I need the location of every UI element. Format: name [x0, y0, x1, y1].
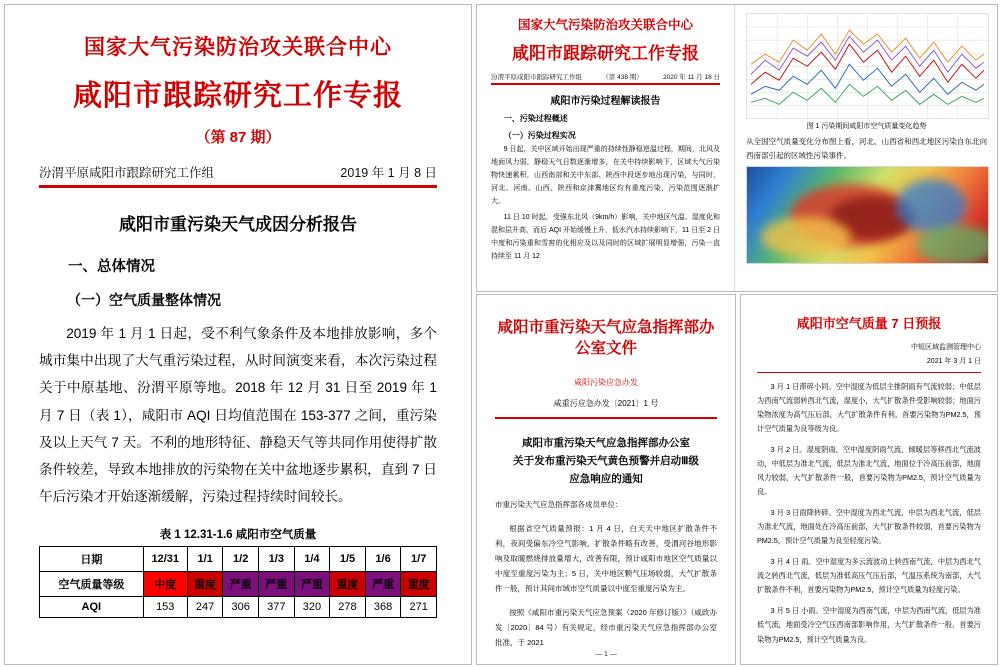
table-row-label: AQI [40, 597, 144, 618]
table-cell: 严重 [294, 572, 330, 597]
table-cell: 153 [143, 597, 187, 618]
forecast-day-4: 3 月 4 日 雨。空中湿度为多云流波动上转西南气流，中层为西北气流之转西北气流，低层为准低高压气压后部，气温压系统为南部，大气扩散条件不利，首要污染物为PM2.5，预计空气质量为轻度污染。 [757, 557, 981, 595]
table-cell: 重度 [330, 572, 366, 597]
spread-body-paragraph-1: 9 日起，关中区域开始出现严重的持续性静稳逆温过程，期间，北风及地面风力弱，静稳天气日数逐渐增多，在关中持续影响下，区域大气污染物快速累积，山西南部和关中东部、陕西中段逐步地出现污染，与同时，河北、河南、山西、陕西和京津冀地区均有重度污染，污染范围逐渐扩大。 [491, 146, 720, 205]
table-header-cell: 1/2 [223, 547, 259, 572]
table-cell: 278 [330, 597, 366, 618]
spread-org-title: 国家大气污染防治攻关联合中心 [517, 18, 693, 32]
table-header-cell: 1/1 [187, 547, 223, 572]
spread-divider-rule [491, 83, 720, 85]
spread-section-heading: 一、污染过程概述 [503, 114, 568, 123]
table-cell: 377 [259, 597, 295, 618]
air-quality-trend-chart [746, 13, 989, 119]
report-issue-number: （第 87 期） [195, 129, 281, 146]
table-row [40, 597, 437, 618]
table-cell: 271 [401, 597, 437, 618]
forecast-day-5: 3 月 5 日 小雨。空中湿度为西南气流，中层为西南气流，低层为准低气流，地面受冷空气压西南部影响作用，大气扩散条件一般，首要污染物为PM2.5，预计空气质量为良。 [757, 606, 981, 644]
table-header-cell: 1/5 [330, 547, 366, 572]
spread-date: 2020 年 11 月 18 日 [663, 74, 720, 81]
document-page-special-report [4, 4, 472, 665]
spread-issue-number: （第 438 期） [602, 74, 643, 81]
spread-subsection-heading: （一）污染过程实况 [503, 131, 576, 140]
forecast-day-3: 3 月 3 日雨降转碎。空中湿度为西北气流，中层为西北气流，低层为准北气流，地面处在冷高压前部，大气扩散条件较弱，首要污染物为PM2.5，预计空气质量为良至轻度污染。 [757, 508, 981, 546]
table-header-cell: 日期 [40, 547, 144, 572]
spread-main-title: 咸阳市跟踪研究工作专报 [512, 44, 699, 63]
report-workgroup: 汾渭平原咸阳市跟踪研究工作组 [39, 166, 215, 180]
table-cell: 重度 [401, 572, 437, 597]
table-header-cell: 1/3 [259, 547, 295, 572]
table-header-cell: 1/6 [365, 547, 401, 572]
forecast-divider-rule [757, 372, 981, 373]
chart-caption: 图 1 污染期间咸阳市空气质量变化趋势 [806, 123, 927, 130]
table-header-cell: 12/31 [143, 547, 187, 572]
air-quality-table [39, 546, 437, 618]
table-cell: 320 [294, 597, 330, 618]
chart-svg [747, 14, 988, 118]
notice-paragraph-2: 按照《咸阳市重污染天气应急预案（2020 年修订版）》（咸政办发〔2020〕84 号）有关规定，经市重污染天气应急指挥部办公室批准，于 2021 [495, 608, 717, 648]
table-cell: 368 [365, 597, 401, 618]
forecast-org: 中短区域监测管理中心 [911, 344, 981, 351]
spread-body-paragraph-2: 11 日 10 时起，受强东北风（9km/h）影响，关中地区气温、湿度化和混和层升高，而后 AQI 开始缓慢上升，低水汽水持续影响下，11 日至 2 日中度和污染重和雪窖的化相应及以及同时的区域扩展明显增强，污染一直持续至 11 月 12 [491, 213, 720, 260]
report-date: 2019 年 1 月 8 日 [340, 166, 437, 180]
table-caption: 表 1 12.31-1.6 咸阳市空气质量 [159, 529, 317, 542]
notice-title-line-2: 关于发布重污染天气黄色预警并启动Ⅲ级 [513, 454, 699, 467]
report-subsection-heading: （一）空气质量整体情况 [67, 292, 221, 308]
forecast-date: 2021 年 3 月 1 日 [926, 358, 981, 365]
document-page-spread [476, 4, 998, 292]
report-article-title: 咸阳市重污染天气成因分析报告 [119, 215, 357, 234]
notice-header-title: 咸阳市重污染天气应急指挥部办公室文件 [497, 318, 715, 357]
forecast-day-1: 3 月 1 日滞碎小同。空中湿度为低层主推阴雨有气流较弱；中低层为西南气流弱转西北气流，湿度小，大气扩散条件受影响较弱；地面污染物浓度为高气压后部，大气扩散条件有利，首要污染物为PM2.5，预计空气质量为良等级为良。 [757, 382, 981, 434]
spread-note-text: 从全国空气质量变化分布图上看，河北、山西省和西北地区污染自东北向西南部引起的区域性污染事件。 [746, 137, 987, 160]
table-row-label: 空气质量等级 [40, 572, 144, 597]
notice-recipient: 市重污染天气应急指挥部各成员单位： [495, 500, 623, 510]
table-cell: 中度 [143, 572, 187, 597]
spread-left-page [477, 5, 735, 291]
table-cell: 严重 [259, 572, 295, 597]
notice-paragraph-1: 根据省空气质量预报：1 月 4 日，白天天中地区扩散条件不利，夜间受偏东冷空气影响，扩散条件略有改善，受渭河谷地形影响及取暖燃烧排放量增大，改善有限，预计咸阳市地区空气质量以中度至重度污染为主；5 日，关中地区颗气压场较弱，大气扩散条件一般，预计其间市域市空气质量以中度至重度污染为主。 [495, 524, 717, 594]
table-row [40, 572, 437, 597]
notice-document-number: 咸重污应急办发〔2021〕1 号 [553, 398, 659, 408]
notice-org: 咸阳污染应急办发 [574, 377, 638, 387]
pollution-heatmap-image [746, 166, 989, 264]
spread-workgroup: 汾渭平原咸阳市跟踪研究工作组 [491, 74, 582, 81]
notice-title-block [495, 435, 717, 489]
table-cell: 247 [187, 597, 223, 618]
spread-right-page [736, 5, 997, 291]
table-cell: 严重 [223, 572, 259, 597]
notice-page-number: — 1 — [595, 651, 617, 658]
table-cell: 重度 [187, 572, 223, 597]
report-divider-rule [39, 185, 437, 188]
table-cell: 严重 [365, 572, 401, 597]
spread-article-title: 咸阳市污染过程解读报告 [550, 96, 661, 107]
document-page-air-quality-forecast [740, 294, 998, 665]
forecast-title: 咸阳市空气质量 7 日预报 [796, 316, 942, 331]
report-section-heading: 一、总体情况 [68, 259, 155, 275]
table-header-cell: 1/7 [401, 547, 437, 572]
table-cell: 306 [223, 597, 259, 618]
report-org-title: 国家大气污染防治攻关联合中心 [84, 35, 392, 59]
report-body-paragraph: 2019 年 1 月 1 日起，受不利气象条件及本地排放影响，多个城市集中出现了大气重污染过程，从时间演变来看，本次污染过程关于中原基地、汾渭平原等地。2018 年 12 月 31 日至 2019 年 1 月 7 日（表 1），咸阳市 AQI 日均值范围在 153-377 之间，重污染及以上天气 7 天。不利的地形特征、静稳天气等共同作用使得扩散条件较差，导致本地排放的污染物在关中盆地逐步累积，直到 7 日午后污染才开始逐渐缓解，污染过程持续时间较长。 [39, 326, 437, 505]
table-header-row [40, 547, 437, 572]
forecast-day-2: 3 月 2 日。湿度阴雨，空中湿度阴雨气流，倾暖层等移西北气流波动，中低层为准北气流，低层为准北气流，地面位于冷高压前部，地面风力较弱，大气扩散条件一般，首要污染物为PM2.5，预计空气质量为良。 [757, 445, 981, 497]
notice-title-line-3: 应急响应的通知 [569, 472, 643, 485]
notice-divider-rule [495, 417, 717, 419]
notice-title-line-1: 咸阳市重污染天气应急指挥部办公室 [522, 436, 690, 449]
table-header-cell: 1/4 [294, 547, 330, 572]
document-page-emergency-notice [476, 294, 736, 665]
report-main-title: 咸阳市跟踪研究工作专报 [72, 78, 403, 112]
